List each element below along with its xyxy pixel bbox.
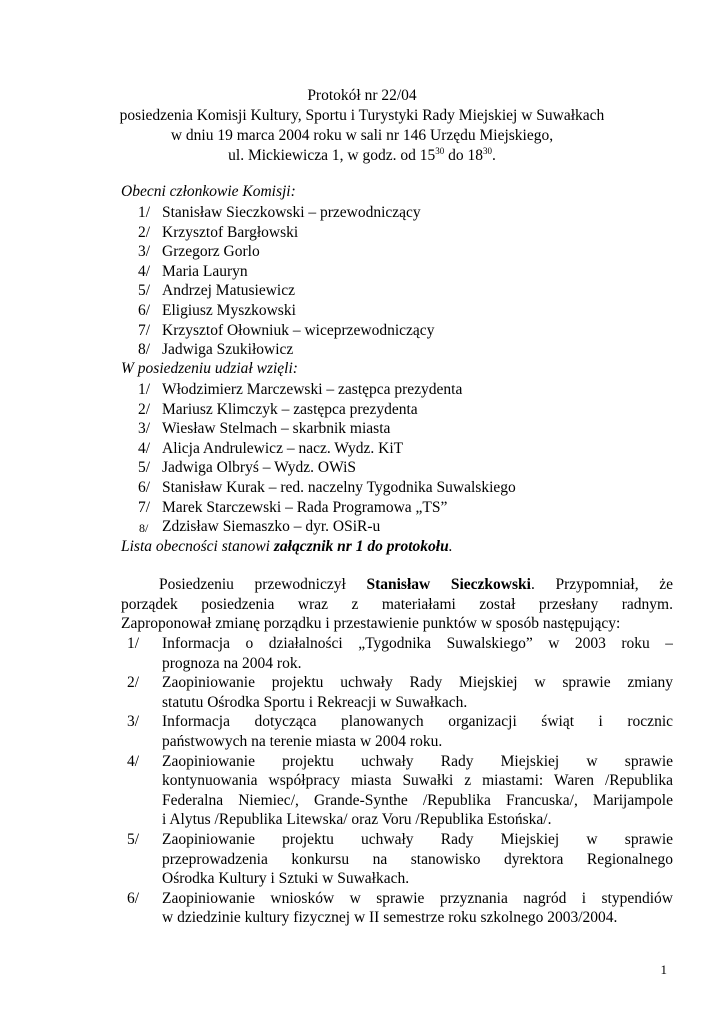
protocol-title: Protokół nr 22/04: [307, 87, 417, 104]
list-item: 7/ Marek Starczewski – Rada Programowa „TS”: [138, 498, 448, 516]
members-heading: Obecni członkowie Komisji:: [121, 183, 296, 200]
intro-paragraph: Posiedzeniu przewodniczył Stanisław Sieczkowski. Przypomniał, że porządek posiedzenia wraz z materiałami został przesłany radnym. Zaproponował zmianę porządku i przestawienie punktów w sposób następujący:: [121, 576, 673, 633]
meeting-address-time: ul. Mickiewicza 1, w godz. od $15^{30}$ do $18^{30}$.: [228, 146, 496, 164]
list-item: 3/ Wiesław Stelmach – skarbnik miasta: [138, 420, 391, 438]
agenda-list: [121, 634, 673, 928]
list-item: 6/ Stanisław Kurak – red. naczelny Tygodnika Suwalskiego: [138, 478, 516, 496]
document-header: [0, 86, 724, 166]
participants-heading: W posiedzeniu udział wzięli:: [121, 360, 298, 377]
list-item: 8/ Jadwiga Szukiłowicz: [138, 341, 294, 359]
list-item: 2/ Krzysztof Bargłowski: [138, 223, 299, 241]
chairman-name: Stanisław Sieczkowski: [366, 576, 531, 593]
list-item: 6/ Eligiusz Myszkowski: [138, 301, 296, 319]
agenda-item: 3/ Informacja dotycząca planowanych organizacji świąt i rocznic państwowych na terenie miasta w 2004 roku.: [127, 713, 673, 750]
list-item: 3/ Grzegorz Gorlo: [138, 243, 260, 261]
members-list: [0, 203, 724, 360]
list-item: 5/ Andrzej Matusiewicz: [138, 282, 295, 300]
meeting-date-place: w dniu 19 marca 2004 roku w sali nr 146 Urzędu Miejskiego,: [170, 127, 554, 144]
meeting-name: posiedzenia Komisji Kultury, Sportu i Turystyki Rady Miejskiej w Suwałkach: [119, 107, 605, 124]
list-item: 1/ Włodzimierz Marczewski – zastępca prezydenta: [138, 381, 463, 398]
agenda-item: 6/ Zaopiniowanie wniosków w sprawie przyznania nagród i stypendiów w dziedzinie kultury fizycznej w II semestrze roku szkolnego 2003/2004.: [127, 889, 673, 927]
list-item: 8/ Zdzisław Siemaszko – dyr. OSiR-u: [139, 518, 381, 536]
list-item: 5/ Jadwiga Olbryś – Wydz. OWiS: [138, 459, 357, 477]
page-number: 1: [660, 962, 667, 977]
agenda-item: 4/ Zaopiniowanie projektu uchwały Rady Miejskiej w sprawie kontynuowania współpracy miasta Suwałki z miastami: Waren /Republika Federalna Niemiec/, Grande-Synthe /Republika Francuska/, Marijampole i Alytus /Republika Litewska/ oraz Voru /Republika Estońska/.: [127, 752, 673, 829]
list-item: 1/ Stanisław Sieczkowski – przewodniczący: [138, 204, 421, 221]
agenda-item: 2/ Zaopiniowanie projektu uchwały Rady Miejskiej w sprawie zmiany statutu Ośrodka Sportu i Rekreacji w Suwałkach.: [127, 674, 673, 711]
agenda-item: 5/ Zaopiniowanie projektu uchwały Rady Miejskiej w sprawie przeprowadzenia konkursu na stanowisko dyrektora Regionalnego Ośrodka Kultury i Sztuki w Suwałkach.: [127, 830, 673, 888]
list-item: 7/ Krzysztof Ołowniuk – wiceprzewodniczący: [138, 321, 435, 339]
list-item: 4/ Maria Lauryn: [138, 262, 248, 280]
participants-list: [0, 380, 724, 537]
agenda-item: 1/ Informacja o działalności „Tygodnika Suwalskiego” w 2003 roku – prognoza na 2004 rok.: [127, 635, 673, 672]
list-item: 4/ Alicja Andrulewicz – nacz. Wydz. KiT: [138, 439, 404, 457]
list-item: 2/ Mariusz Klimczyk – zastępca prezydenta: [138, 400, 418, 418]
attendance-note: Lista obecności stanowi załącznik nr 1 do protokołu.: [121, 538, 453, 555]
